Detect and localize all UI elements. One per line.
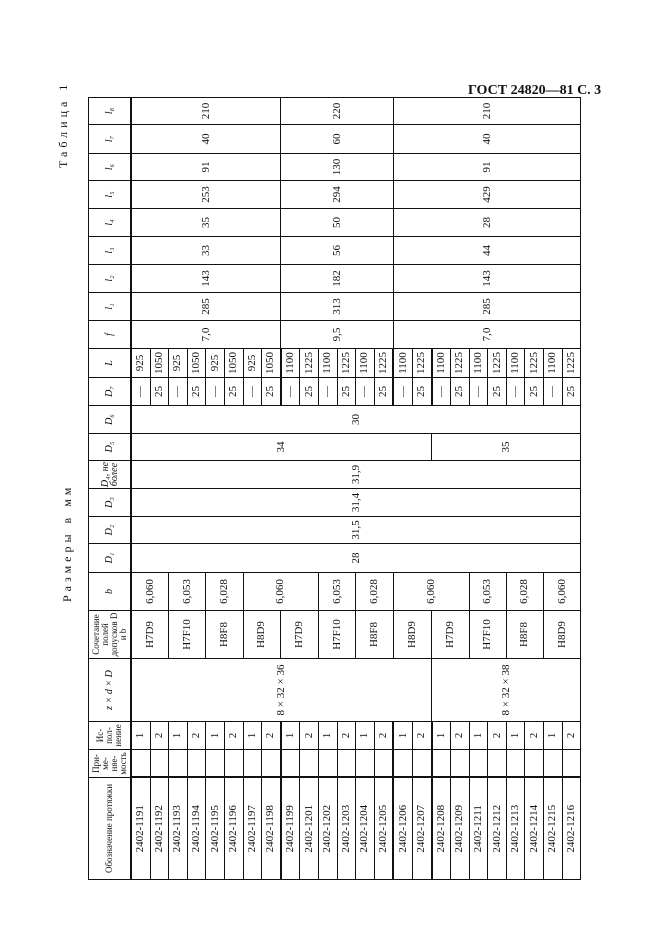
table-cell: 182 (281, 265, 394, 293)
table-cell: 1225 (412, 349, 431, 378)
table-cell: 1225 (488, 349, 507, 378)
designation-cell: 2402-1193 (169, 778, 188, 880)
table-cell: — (318, 378, 337, 406)
table-cell: 6,053 (469, 573, 506, 611)
table-cell: 2 (488, 722, 507, 750)
table-cell (131, 750, 150, 778)
table-cell: 25 (150, 378, 169, 406)
table-cell: 220 (281, 98, 394, 125)
table-cell: 6,060 (243, 573, 318, 611)
table-cell: 130 (281, 154, 394, 181)
table-cell: 210 (131, 98, 281, 125)
table-cell: 40 (393, 125, 580, 154)
designation-cell: 2402-1216 (562, 778, 581, 880)
table-cell: — (243, 378, 262, 406)
table-cell: — (506, 378, 525, 406)
designation-cell: 2402-1202 (318, 778, 337, 880)
designation-cell: 2402-1205 (374, 778, 393, 880)
table-cell: 1 (318, 722, 337, 750)
column-header: Обозначение протяжки (89, 778, 132, 880)
table-cell: 2 (374, 722, 393, 750)
column-header: l₃ (89, 237, 132, 265)
table-cell: 25 (488, 378, 507, 406)
table-cell: 1050 (150, 349, 169, 378)
table-cell: 1050 (262, 349, 281, 378)
column-header: l₆ (89, 154, 132, 181)
table-cell: 25 (412, 378, 431, 406)
table-cell: 25 (187, 378, 206, 406)
table-cell: 925 (169, 349, 188, 378)
table-cell: H8F8 (356, 611, 394, 659)
table-cell (187, 750, 206, 778)
table-cell: 91 (393, 154, 580, 181)
column-header: При-ме-няе-мость (89, 750, 132, 778)
table-cell: 35 (131, 209, 281, 237)
table-cell: 143 (131, 265, 281, 293)
table-cell (432, 750, 451, 778)
broach-dimensions-table (88, 97, 581, 880)
column-header: D₂ (89, 517, 132, 544)
table-cell: 925 (206, 349, 225, 378)
table-cell: 1225 (525, 349, 544, 378)
table-cell: 1 (393, 722, 412, 750)
table-cell: H8F8 (506, 611, 543, 659)
table-cell (469, 750, 488, 778)
table-cell: 1100 (432, 349, 451, 378)
column-header: l₇ (89, 125, 132, 154)
column-header: D₅ (89, 434, 132, 461)
column-header: b (89, 573, 132, 611)
table-cell (169, 750, 188, 778)
table-cell: 28 (393, 209, 580, 237)
table-cell: 2 (300, 722, 319, 750)
table-cell: 31,4 (131, 489, 581, 517)
table-cell: 429 (393, 181, 580, 209)
table-cell: 1 (506, 722, 525, 750)
designation-cell: 2402-1197 (243, 778, 262, 880)
table-header-row (89, 98, 132, 880)
table-cell: 2 (525, 722, 544, 750)
table-cell: 1100 (281, 349, 300, 378)
table-cell: 253 (131, 181, 281, 209)
designation-cell: 2402-1211 (469, 778, 488, 880)
table-cell: 25 (525, 378, 544, 406)
table-cell: 2 (337, 722, 356, 750)
column-header: D₄, не более (89, 461, 132, 489)
column-header: l₈ (89, 98, 132, 125)
table-cell: 6,060 (131, 573, 169, 611)
table-cell: 1225 (374, 349, 393, 378)
designation-cell: 2402-1207 (412, 778, 431, 880)
column-header: l₁ (89, 293, 132, 321)
table-cell: — (393, 378, 412, 406)
table-cell (150, 750, 169, 778)
table-cell: H8D9 (243, 611, 281, 659)
table-cell: 1100 (469, 349, 488, 378)
table-cell (506, 750, 525, 778)
table-cell: 1 (356, 722, 375, 750)
table-cell: 1100 (318, 349, 337, 378)
table-cell: 1225 (562, 349, 581, 378)
table-cell (393, 750, 412, 778)
table-cell: 25 (374, 378, 393, 406)
table-cell: 1 (169, 722, 188, 750)
table-cell (562, 750, 581, 778)
column-header: D₇ (89, 378, 132, 406)
table-cell: 25 (300, 378, 319, 406)
designation-cell: 2402-1204 (356, 778, 375, 880)
table-cell: — (281, 378, 300, 406)
table-cell: — (356, 378, 375, 406)
table-cell: 2 (262, 722, 281, 750)
broach-dimensions-table-container (88, 97, 578, 880)
table-cell (374, 750, 393, 778)
table-caption: Таблица 1 (56, 80, 70, 168)
table-cell: 1 (281, 722, 300, 750)
table-cell: H7D9 (432, 611, 470, 659)
table-cell: 1 (243, 722, 262, 750)
column-header: z × d × D (89, 659, 132, 722)
table-cell: 40 (131, 125, 281, 154)
designation-cell: 2402-1192 (150, 778, 169, 880)
designation-cell: 2402-1206 (393, 778, 412, 880)
table-cell: 1 (432, 722, 451, 750)
table-cell: 1100 (506, 349, 525, 378)
table-cell: 2 (187, 722, 206, 750)
designation-cell: 2402-1198 (262, 778, 281, 880)
table-cell: 1225 (451, 349, 470, 378)
table-cell (451, 750, 470, 778)
table-cell: H8F8 (206, 611, 243, 659)
table-cell: 925 (131, 349, 150, 378)
table-cell: H8D9 (393, 611, 431, 659)
table-cell: 34 (131, 434, 432, 461)
table-cell: 25 (262, 378, 281, 406)
table-cell: 44 (393, 237, 580, 265)
table-cell: 2 (451, 722, 470, 750)
table-cell: — (469, 378, 488, 406)
units-caption: Размеры в мм (60, 483, 74, 602)
table-cell (300, 750, 319, 778)
table-body (131, 98, 581, 880)
designation-cell: 2402-1212 (488, 778, 507, 880)
table-cell: 31,9 (131, 461, 581, 489)
table-cell (224, 750, 243, 778)
table-cell: 1 (206, 722, 225, 750)
document-title: ГОСТ 24820—81 С. 3 (468, 83, 602, 98)
table-cell: 6,053 (169, 573, 206, 611)
designation-cell: 2402-1201 (300, 778, 319, 880)
table-cell: 313 (281, 293, 394, 321)
table-cell: 1100 (356, 349, 375, 378)
table-cell: 50 (281, 209, 394, 237)
column-header: L (89, 349, 132, 378)
table-cell (337, 750, 356, 778)
table-cell: — (544, 378, 563, 406)
table-cell: 6,060 (544, 573, 581, 611)
table-cell: 91 (131, 154, 281, 181)
table-cell: 285 (131, 293, 281, 321)
column-header: Сочетание полей допусков D и b (89, 611, 132, 659)
table-cell: 35 (432, 434, 581, 461)
table-cell (525, 750, 544, 778)
column-header: l₂ (89, 265, 132, 293)
table-cell: — (131, 378, 150, 406)
designation-cell: 2402-1209 (451, 778, 470, 880)
designation-cell: 2402-1191 (131, 778, 150, 880)
designation-cell: 2402-1195 (206, 778, 225, 880)
table-cell (262, 750, 281, 778)
table-cell: 8 × 32 × 36 (131, 659, 432, 722)
table-cell (318, 750, 337, 778)
table-cell: 143 (393, 265, 580, 293)
table-cell (544, 750, 563, 778)
table-cell: 25 (451, 378, 470, 406)
column-header: l₅ (89, 181, 132, 209)
table-cell: 294 (281, 181, 394, 209)
table-cell: 1 (469, 722, 488, 750)
table-cell: 210 (393, 98, 580, 125)
column-header: Ис-пол-нение (89, 722, 132, 750)
table-cell: 6,028 (506, 573, 543, 611)
table-cell: 1225 (300, 349, 319, 378)
table-cell: 60 (281, 125, 394, 154)
designation-cell: 2402-1196 (224, 778, 243, 880)
table-cell: 6,053 (318, 573, 355, 611)
table-cell: H7F10 (169, 611, 206, 659)
table-cell: H7D9 (131, 611, 169, 659)
table-cell: 6,028 (356, 573, 394, 611)
table-cell: 1 (131, 722, 150, 750)
designation-cell: 2402-1199 (281, 778, 300, 880)
designation-cell: 2402-1203 (337, 778, 356, 880)
table-cell: 30 (131, 406, 581, 434)
table-cell: 56 (281, 237, 394, 265)
column-header: D₁ (89, 544, 132, 573)
designation-cell: 2402-1215 (544, 778, 563, 880)
table-cell: H7F10 (318, 611, 355, 659)
table-cell: 285 (393, 293, 580, 321)
table-cell (281, 750, 300, 778)
table-cell: H8D9 (544, 611, 581, 659)
column-header: D₃ (89, 489, 132, 517)
column-header: D₆ (89, 406, 132, 434)
table-cell: — (169, 378, 188, 406)
table-cell: 1100 (393, 349, 412, 378)
table-cell: 1050 (224, 349, 243, 378)
table-cell: 1100 (544, 349, 563, 378)
table-cell (488, 750, 507, 778)
column-header: l₄ (89, 209, 132, 237)
table-cell: 2 (224, 722, 243, 750)
table-cell: 925 (243, 349, 262, 378)
designation-cell: 2402-1194 (187, 778, 206, 880)
table-cell (243, 750, 262, 778)
table-cell: 1050 (187, 349, 206, 378)
table-cell: — (206, 378, 225, 406)
table-cell: 2 (412, 722, 431, 750)
table-cell: 2 (562, 722, 581, 750)
table-cell: 7,0 (393, 321, 580, 349)
designation-cell: 2402-1213 (506, 778, 525, 880)
table-cell: 6,060 (393, 573, 469, 611)
table-cell: 8 × 32 × 38 (432, 659, 581, 722)
table-cell (412, 750, 431, 778)
table-cell: 25 (224, 378, 243, 406)
table-row (131, 98, 150, 880)
table-cell: 33 (131, 237, 281, 265)
table-cell: H7D9 (281, 611, 319, 659)
table-cell: 25 (562, 378, 581, 406)
table-cell: — (432, 378, 451, 406)
table-cell: 7,0 (131, 321, 281, 349)
table-cell: 1 (544, 722, 563, 750)
table-cell: 2 (150, 722, 169, 750)
table-cell: 28 (131, 544, 581, 573)
table-cell: 1225 (337, 349, 356, 378)
table-cell: H7F10 (469, 611, 506, 659)
designation-cell: 2402-1208 (432, 778, 451, 880)
table-cell (206, 750, 225, 778)
table-cell: 25 (337, 378, 356, 406)
table-cell: 9,5 (281, 321, 394, 349)
column-header: f (89, 321, 132, 349)
table-cell (356, 750, 375, 778)
table-cell: 6,028 (206, 573, 243, 611)
designation-cell: 2402-1214 (525, 778, 544, 880)
table-cell: 31,5 (131, 517, 581, 544)
